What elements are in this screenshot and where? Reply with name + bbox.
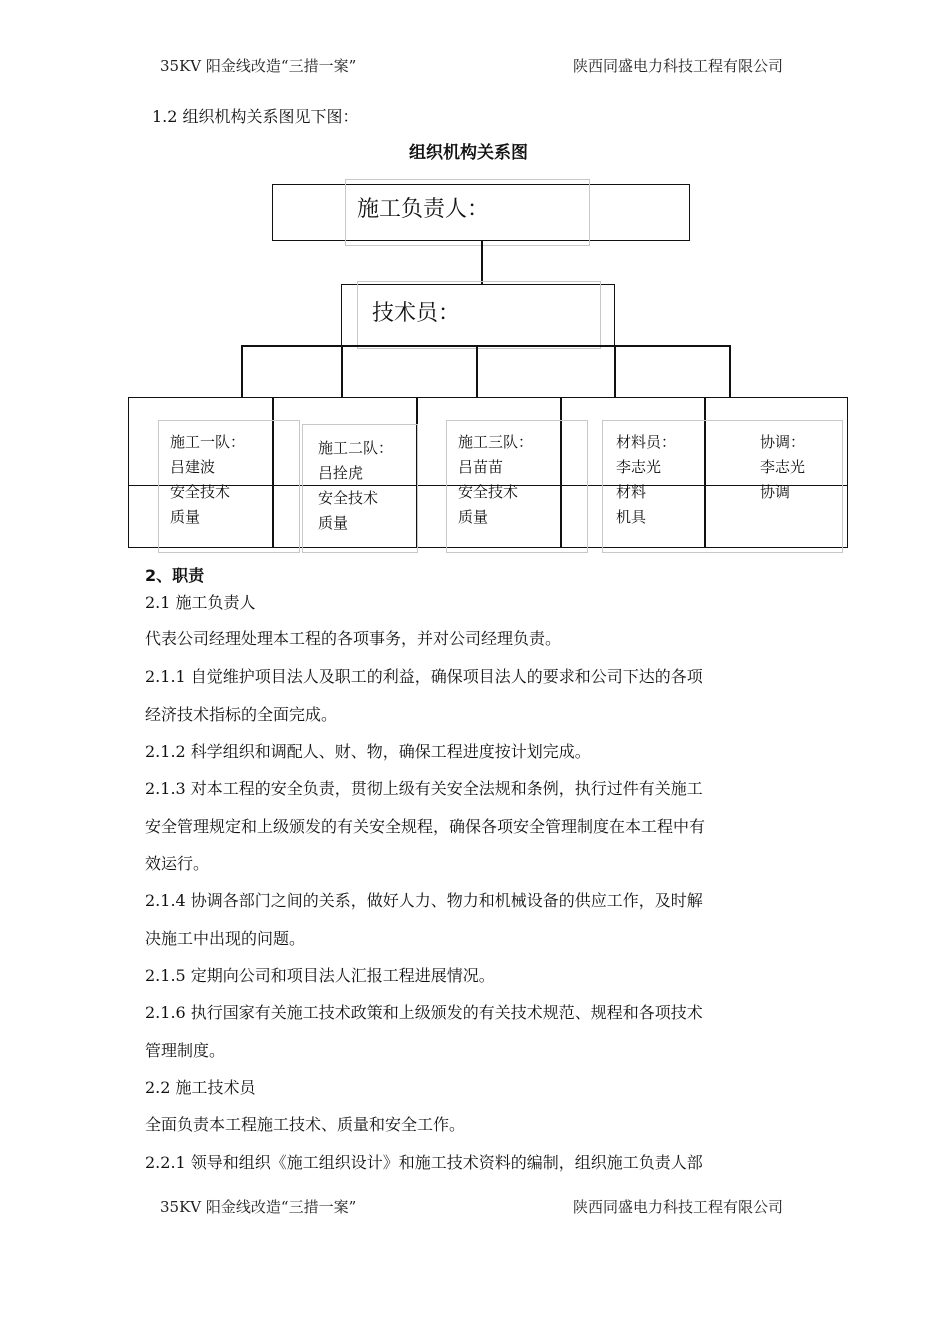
team-cell-3 [458,430,533,530]
paragraph: 代表公司经理处理本工程的各项事务，并对公司经理负责。 [145,629,562,648]
team-1-duty: 质量 [170,508,201,526]
paragraph: 2.1 施工负责人 [145,593,256,612]
team-2-name: 施工二队： [318,439,394,457]
team-4-person: 李志光 [616,458,662,476]
paragraph: 管理制度。 [145,1041,226,1060]
drop-line [241,345,243,397]
team-4-name: 材料员： [616,433,677,451]
paragraph: 2.1.2 科学组织和调配人、财、物，确保工程进度按计划完成。 [145,742,591,761]
paragraph: 2.2.1 领导和组织《施工组织设计》和施工技术资料的编制，组织施工负责人部 [145,1153,703,1172]
paragraph: 效运行。 [145,854,210,873]
team-cell-5 [760,430,805,505]
intro-text: 1.2 组织机构关系图见下图： [152,107,359,126]
drop-line [476,345,478,397]
team-2-duty: 质量 [318,514,349,532]
team-3-duty: 质量 [458,508,489,526]
connector-line [481,241,483,285]
team-1-duty: 安全技术 [170,483,231,501]
paragraph: 2.1.4 协调各部门之间的关系，做好人力、物力和机械设备的供应工作，及时解 [145,891,703,910]
team-3-person: 吕苗苗 [458,458,504,476]
team-3-duty: 安全技术 [458,483,519,501]
chart-title: 组织机构关系图 [409,143,528,163]
box-technician-label: 技术员： [372,301,461,326]
paragraph: 2.1.3 对本工程的安全负责，贯彻上级有关安全法规和条例，执行过件有关施工 [145,779,703,798]
drop-line [341,345,343,397]
paragraph: 决施工中出现的问题。 [145,929,306,948]
paragraph: 全面负责本工程施工技术、质量和安全工作。 [145,1115,466,1134]
team-5-name: 协调： [760,433,806,451]
team-2-person: 吕拴虎 [318,464,364,482]
team-5-person: 李志光 [760,458,806,476]
paragraph: 2.1.6 执行国家有关施工技术政策和上级颁发的有关技术规范、规程和各项技术 [145,1003,703,1022]
drop-line [729,345,731,397]
box-project-lead-label: 施工负责人： [357,197,490,222]
team-cell-1 [170,430,245,530]
team-1-person: 吕建波 [170,458,216,476]
team-4-duty: 机具 [616,508,647,526]
section-heading: 2、职责 [145,566,205,585]
paragraph: 2.1.5 定期向公司和项目法人汇报工程进展情况。 [145,966,495,985]
page-footer-right: 陕西同盛电力科技工程有限公司 [573,1198,784,1216]
paragraph: 2.2 施工技术员 [145,1078,256,1097]
team-cell-2 [318,436,393,536]
page-header-right: 陕西同盛电力科技工程有限公司 [573,57,784,75]
page-header-left: 35KV 阳金线改造“三措一案” [160,57,357,75]
bus-line [241,345,731,347]
team-5-duty: 协调 [760,483,791,501]
team-1-name: 施工一队： [170,433,246,451]
team-cell-4 [616,430,676,530]
team-4-duty: 材料 [616,483,647,501]
drop-line [614,345,616,397]
paragraph: 2.1.1 自觉维护项目法人及职工的利益，确保项目法人的要求和公司下达的各项 [145,667,703,686]
team-2-duty: 安全技术 [318,489,379,507]
team-3-name: 施工三队： [458,433,534,451]
page-footer-left: 35KV 阳金线改造“三措一案” [160,1198,357,1216]
paragraph: 经济技术指标的全面完成。 [145,705,338,724]
paragraph: 安全管理规定和上级颁发的有关安全规程，确保各项安全管理制度在本工程中有 [145,817,706,836]
